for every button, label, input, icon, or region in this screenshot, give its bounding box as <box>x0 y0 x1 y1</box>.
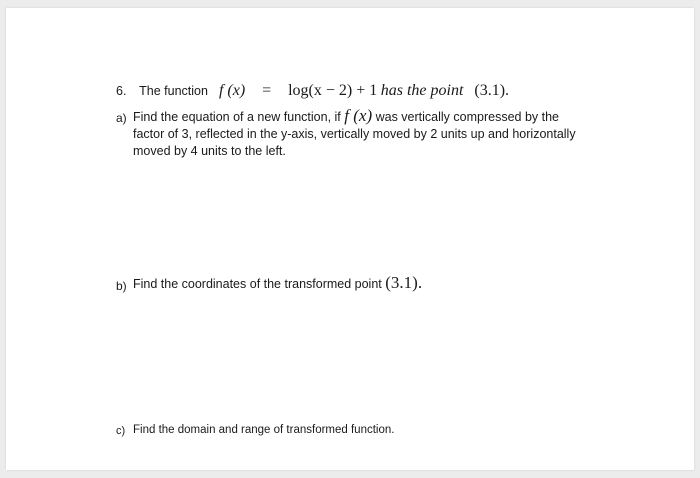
question-period: . <box>505 82 510 99</box>
part-a-label: a) <box>116 111 127 125</box>
question-6-line <box>116 82 509 100</box>
worksheet-page <box>6 8 694 470</box>
question-lead-text: The function <box>139 84 208 98</box>
part-b-text: Find the coordinates of the transformed point <box>133 277 382 291</box>
question-number: 6. <box>116 84 127 98</box>
part-b-line <box>133 274 422 293</box>
part-c-label: c) <box>116 425 126 437</box>
part-a-line-1-start: Find the equation of a new function, if <box>133 110 341 124</box>
equals-sign: = <box>262 82 272 99</box>
part-b-point: (3.1) <box>385 273 418 292</box>
part-a-line-1-end: was vertically compressed by the <box>375 110 559 124</box>
part-b-label: b) <box>116 279 127 293</box>
function-notation: f (x) <box>218 82 246 99</box>
given-point: (3.1) <box>474 82 506 99</box>
function-tail-text: has the point <box>380 82 464 99</box>
part-a-line-1 <box>133 107 559 126</box>
part-b-period: . <box>417 273 423 292</box>
part-c-line: Find the domain and range of transformed function. <box>133 424 395 436</box>
part-a-line-2: factor of 3, reflected in the y-axis, vertically moved by 2 units up and horizontally <box>133 127 576 141</box>
part-a-line-3: moved by 4 units to the left. <box>133 144 286 158</box>
part-a-function-notation: f (x) <box>344 106 373 125</box>
function-expression: log(x − 2) + 1 <box>288 82 378 99</box>
